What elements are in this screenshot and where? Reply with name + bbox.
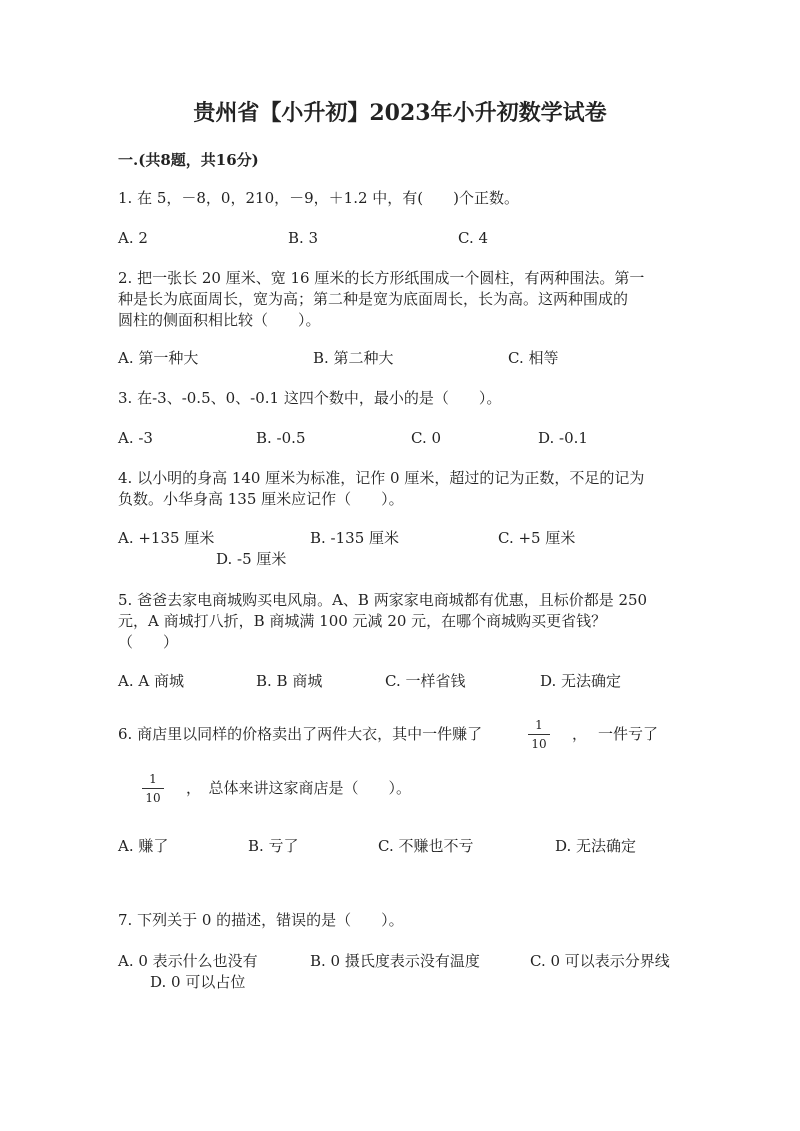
q2-option-c[interactable]: C. 相等	[508, 349, 559, 367]
section-heading: 一.(共8题，共16分)	[118, 151, 259, 169]
fraction-2-numerator: 1	[149, 772, 157, 786]
q5-option-b[interactable]: B. B 商城	[256, 672, 323, 690]
q1-option-c[interactable]: C. 4	[458, 229, 489, 247]
fraction-1-denominator: 10	[531, 737, 547, 751]
question-5-line-2: 元，A 商城打八折，B 商城满 100 元减 20 元，在哪个商城购买更省钱？	[118, 612, 607, 630]
q2-option-a[interactable]: A. 第一种大	[118, 349, 199, 367]
question-2-line-2: 种是长为底面周长，宽为高；第二种是宽为底面周长，长为高。这两种围成的	[118, 290, 629, 308]
question-6-part-3: ， 总体来讲这家商店是（ ）。	[186, 779, 412, 797]
q2-option-b[interactable]: B. 第二种大	[313, 349, 394, 367]
question-6-part-1: 6. 商店里以同样的价格卖出了两件大衣，其中一件赚了	[118, 725, 483, 743]
q1-option-a[interactable]: A. 2	[118, 229, 148, 247]
question-1-stem: 1. 在 5，－8，0，210，－9，＋1.2 中，有( )个正数。	[118, 189, 519, 207]
q4-option-a[interactable]: A. +135 厘米	[118, 529, 215, 547]
page-title: 贵州省【小升初】2023年小升初数学试卷	[193, 100, 607, 126]
q5-option-c[interactable]: C. 一样省钱	[385, 672, 466, 690]
q1-option-b[interactable]: B. 3	[288, 229, 319, 247]
fraction-1-bar	[528, 734, 550, 735]
q4-option-b[interactable]: B. -135 厘米	[310, 529, 400, 547]
q6-option-c[interactable]: C. 不赚也不亏	[378, 837, 474, 855]
q5-option-d[interactable]: D. 无法确定	[540, 672, 622, 690]
q5-option-a[interactable]: A. A 商城	[118, 672, 184, 690]
q3-option-c[interactable]: C. 0	[411, 429, 442, 447]
question-6-comma: ，	[572, 725, 588, 743]
q3-option-b[interactable]: B. -0.5	[256, 429, 306, 447]
question-4-line-2: 负数。小华身高 135 厘米应记作（ ）。	[118, 490, 404, 508]
fraction-1-numerator: 1	[535, 718, 543, 732]
fraction-2-denominator: 10	[145, 791, 161, 805]
q7-option-c[interactable]: C. 0 可以表示分界线	[530, 952, 670, 970]
question-3-stem: 3. 在-3、-0.5、0、-0.1 这四个数中，最小的是（ ）。	[118, 389, 502, 407]
q7-option-d[interactable]: D. 0 可以占位	[150, 973, 246, 991]
q7-option-a[interactable]: A. 0 表示什么也没有	[118, 952, 258, 970]
question-2-line-3: 圆柱的侧面积相比较（ ）。	[118, 311, 321, 329]
question-5-line-1: 5. 爸爸去家电商城购买电风扇。A、B 两家家电商城都有优惠，且标价都是 250	[118, 591, 648, 609]
fraction-one-tenth-1	[524, 718, 554, 751]
q6-option-d[interactable]: D. 无法确定	[555, 837, 637, 855]
q4-option-d[interactable]: D. -5 厘米	[216, 550, 287, 568]
fraction-2-bar	[142, 788, 164, 789]
q7-option-b[interactable]: B. 0 摄氏度表示没有温度	[310, 952, 480, 970]
question-2-line-1: 2. 把一张长 20 厘米、宽 16 厘米的长方形纸围成一个圆柱，有两种围法。第一	[118, 269, 645, 287]
question-6-part-2: 一件亏了	[598, 725, 659, 743]
question-4-line-1: 4. 以小明的身高 140 厘米为标准，记作 0 厘米，超过的记为正数，不足的记为	[118, 469, 645, 487]
question-7-stem: 7. 下列关于 0 的描述，错误的是（ ）。	[118, 911, 404, 929]
q3-option-a[interactable]: A. -3	[118, 429, 153, 447]
q6-option-b[interactable]: B. 亏了	[248, 837, 299, 855]
question-5-line-3: （ ）	[118, 633, 179, 651]
q3-option-d[interactable]: D. -0.1	[538, 429, 588, 447]
q6-option-a[interactable]: A. 赚了	[118, 837, 169, 855]
fraction-one-tenth-2	[138, 772, 168, 805]
q4-option-c[interactable]: C. +5 厘米	[498, 529, 576, 547]
